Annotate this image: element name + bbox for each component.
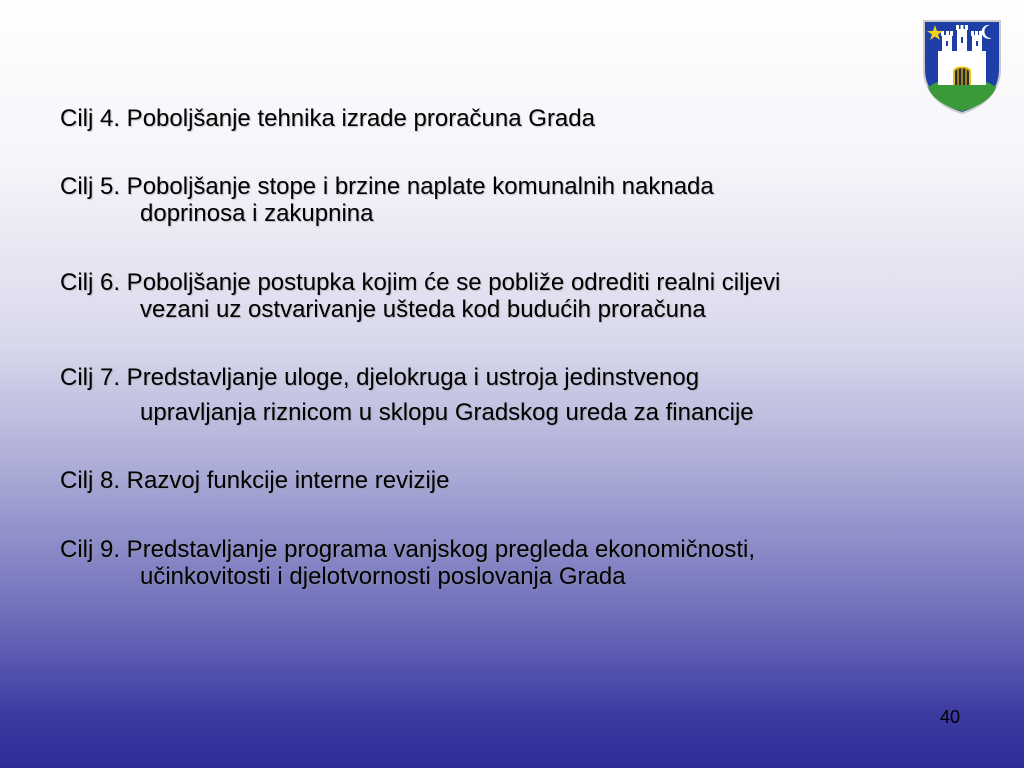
goal-7-line-1: Cilj 7. Predstavljanje uloge, djelokruga i ustroja jedinstvenog [60,364,700,391]
page-number: 40 [939,707,961,727]
goal-7 [60,364,960,426]
goal-7-line-2: upravljanja riznicom u sklopu Gradskog ureda za financije [140,399,754,426]
goal-9-line-1: Cilj 9. Predstavljanje programa vanjskog pregleda ekonomičnosti, [60,536,756,563]
goal-5 [60,173,960,227]
goal-6-line-1: Cilj 6. Poboljšanje postupka kojim će se pobliže odrediti realni ciljevi [60,269,781,296]
goal-4-line-1: Cilj 4. Poboljšanje tehnika izrade proračuna Grada [60,105,595,132]
goal-8-line-1: Cilj 8. Razvoj funkcije interne revizije [60,467,450,494]
goal-5-line-2: doprinosa i zakupnina [140,200,374,227]
goal-6 [60,269,960,323]
goal-5-line-1: Cilj 5. Poboljšanje stope i brzine naplate komunalnih naknada [60,173,714,200]
zagreb-coat-of-arms-icon [922,19,1002,115]
goal-9-line-2: učinkovitosti i djelotvornosti poslovanja Grada [140,563,626,590]
goal-9 [60,536,960,590]
goal-8 [60,467,960,494]
goal-4 [60,105,960,132]
goal-6-line-2: vezani uz ostvarivanje ušteda kod budućih proračuna [140,296,706,323]
